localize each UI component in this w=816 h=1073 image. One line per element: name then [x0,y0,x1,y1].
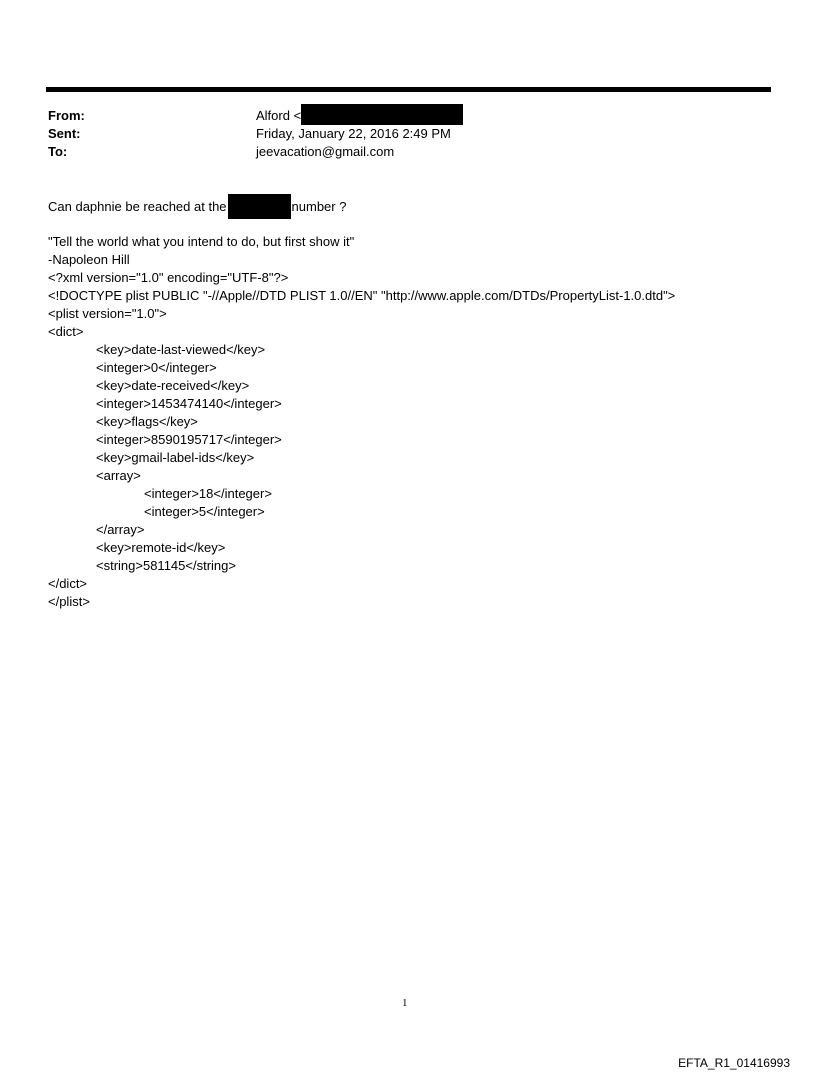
key-remote-id: <key>remote-id</key> [96,540,226,555]
integer-date-received: <integer>1453474140</integer> [96,396,282,411]
key-date-last-viewed: <key>date-last-viewed</key> [96,342,266,357]
page-number: 1 [402,997,408,1009]
key-date-received: <key>date-received</key> [96,378,250,393]
string-remote-id: <string>581145</string> [96,558,236,573]
sent-label: Sent: [48,126,81,141]
question-text-after: number ? [291,199,347,214]
xml-declaration: <?xml version="1.0" encoding="UTF-8"?> [48,270,289,285]
from-label: From: [48,108,85,123]
plist-open: <plist version="1.0"> [48,306,167,321]
from-value [256,107,463,125]
email-redaction [301,104,463,125]
quote-line: "Tell the world what you intend to do, but first show it" [48,234,355,249]
array-open: <array> [96,468,141,483]
key-flags: <key>flags</key> [96,414,198,429]
to-label: To: [48,144,68,159]
integer-18: <integer>18</integer> [144,486,272,501]
question-text-before: Can daphnie be reached at the [48,199,227,214]
quote-author: -Napoleon Hill [48,252,130,267]
header-divider [46,87,771,92]
dict-open: <dict> [48,324,84,339]
from-name: Alford < [256,108,302,123]
to-value: jeevacation@gmail.com [256,144,395,159]
integer-5: <integer>5</integer> [144,504,265,519]
key-gmail-label-ids: <key>gmail-label-ids</key> [96,450,255,465]
integer-flags: <integer>8590195717</integer> [96,432,282,447]
phone-redaction [228,194,291,219]
plist-close: </plist> [48,594,90,609]
doctype-line: <!DOCTYPE plist PUBLIC "-//Apple//DTD PLIST 1.0//EN" "http://www.apple.com/DTDs/PropertyList-1.0.dtd"> [48,288,676,303]
question-line [48,198,346,216]
sent-value: Friday, January 22, 2016 2:49 PM [256,126,451,141]
bates-number: EFTA_R1_01416993 [678,1056,790,1070]
dict-close: </dict> [48,576,88,591]
array-close: </array> [96,522,145,537]
integer-zero: <integer>0</integer> [96,360,217,375]
